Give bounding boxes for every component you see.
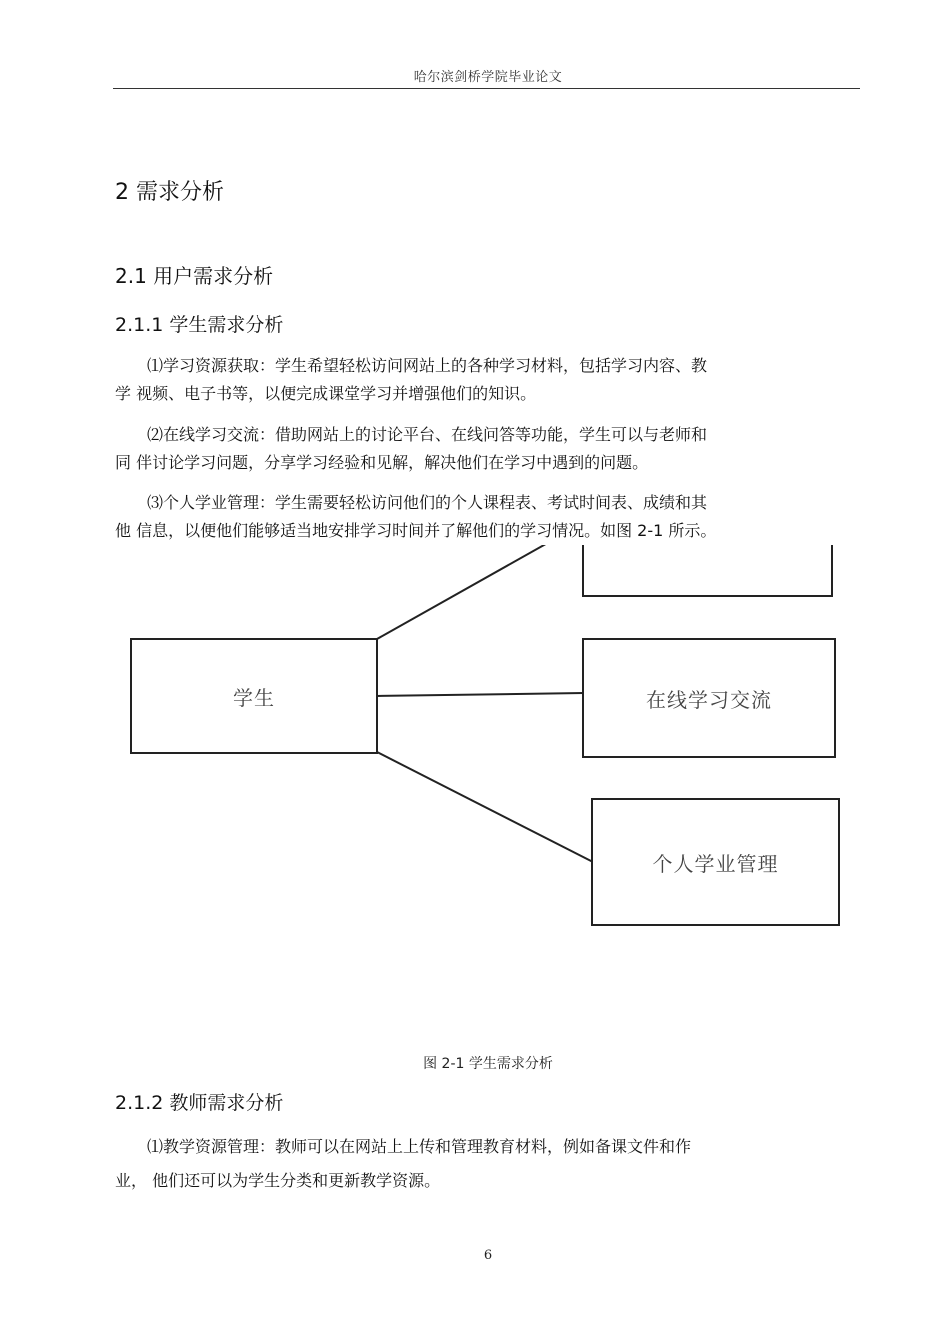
paragraph-teacher-1	[115, 1130, 850, 1198]
node-label: 学生	[233, 685, 275, 710]
section-heading: 2.1 用户需求分析	[115, 264, 274, 288]
paragraph-line: ⑵在线学习交流：借助网站上的讨论平台、在线问答等功能，学生可以与老师和	[147, 425, 708, 444]
subsection-heading-teacher: 2.1.2 教师需求分析	[115, 1092, 284, 1114]
node-academic-management	[591, 798, 840, 926]
node-student	[130, 638, 378, 754]
subsection-heading-student: 2.1.1 学生需求分析	[115, 314, 284, 336]
paragraph-student-3	[115, 489, 850, 545]
node-online-exchange	[582, 638, 836, 758]
node-label: 个人学业管理	[652, 851, 779, 876]
page-number: 6	[483, 1248, 493, 1263]
running-header: 哈尔滨剑桥学院毕业论文	[413, 70, 563, 85]
paragraph-line: 他 信息，以便他们能够适当地安排学习时间并了解他们的学习情况。如图 2-1 所示。	[115, 521, 717, 540]
paragraph-line: 学 视频、电子书等，以便完成课堂学习并增强他们的知识。	[115, 384, 537, 403]
paragraph-line: 业， 他们还可以为学生分类和更新教学资源。	[115, 1171, 441, 1190]
chapter-heading: 2 需求分析	[115, 180, 224, 205]
figure-student-requirements	[0, 540, 950, 940]
paragraph-line: ⑶个人学业管理：学生需要轻松访问他们的个人课程表、考试时间表、成绩和其	[147, 493, 708, 512]
paragraph-line: ⑴教学资源管理：教师可以在网站上上传和管理教育材料，例如备课文件和作	[147, 1137, 692, 1156]
paragraph-line: ⑴学习资源获取：学生希望轻松访问网站上的各种学习材料，包括学习内容、教	[147, 356, 708, 375]
paragraph-student-2	[115, 421, 850, 477]
header-rule	[113, 88, 860, 89]
paragraph-line: 同 伴讨论学习问题，分享学习经验和见解，解决他们在学习中遇到的问题。	[115, 453, 649, 472]
node-label: 在线学习交流	[646, 687, 772, 712]
figure-caption: 图 2-1 学生需求分析	[423, 1056, 553, 1072]
paragraph-student-1	[115, 352, 850, 408]
